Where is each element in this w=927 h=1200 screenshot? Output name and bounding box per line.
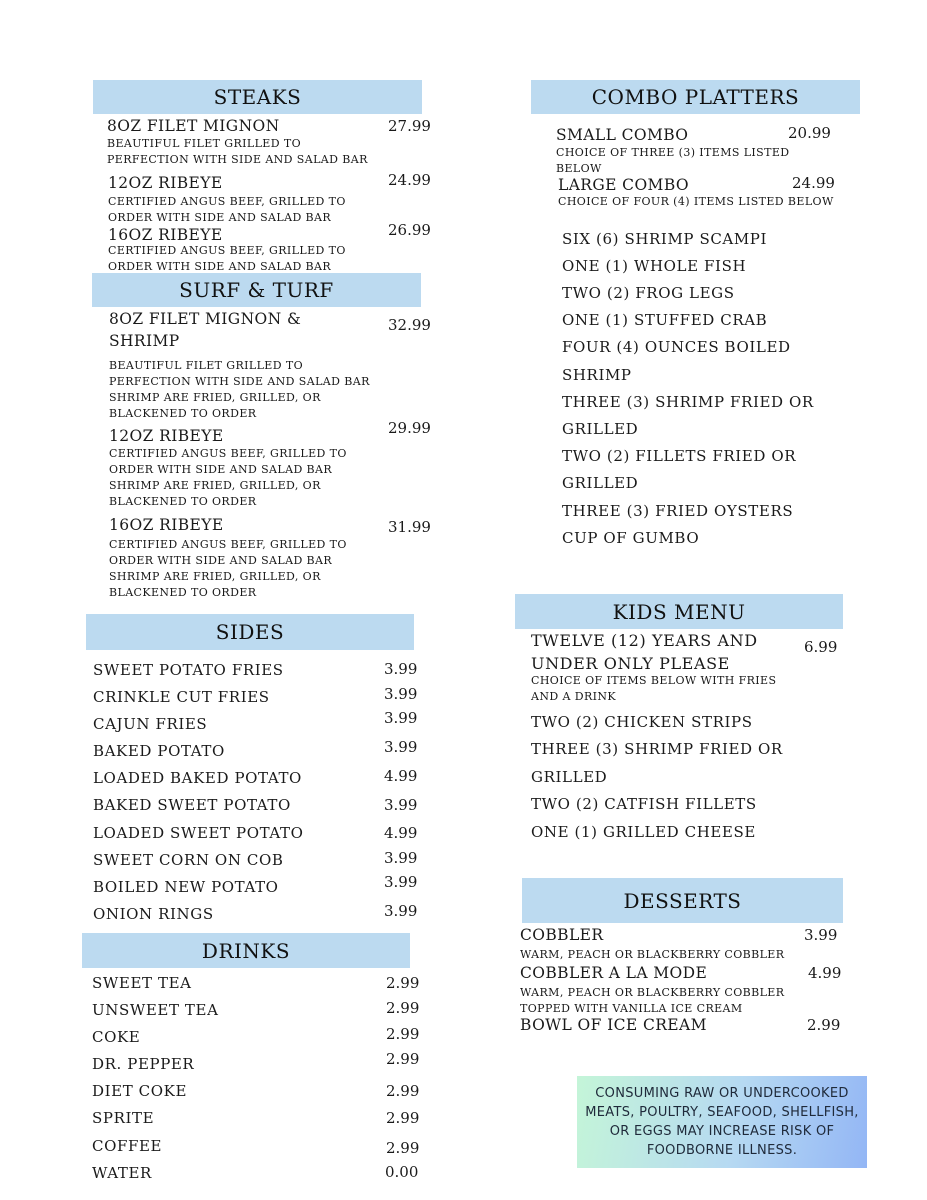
menu-item-desc: BLACKENED TO ORDER [109, 495, 257, 508]
kids-title: KIDS MENU [612, 599, 746, 624]
list-item: BAKED SWEET POTATO [93, 796, 291, 814]
menu-item-desc: ORDER WITH SIDE AND SALAD BAR [108, 211, 332, 224]
menu-item-desc: PERFECTION WITH SIDE AND SALAD BAR [109, 375, 370, 388]
list-item: GRILLED [531, 768, 608, 786]
menu-item-name: SMALL COMBO [556, 126, 689, 144]
list-item: LOADED SWEET POTATO [93, 824, 304, 842]
menu-item-desc: ORDER WITH SIDE AND SALAD BAR [109, 554, 333, 567]
list-item: THREE (3) SHRIMP FRIED OR [531, 740, 783, 758]
list-item-price: 3.99 [384, 660, 418, 678]
list-item: COKE [92, 1028, 141, 1046]
combo-title: COMBO PLATTERS [591, 85, 800, 109]
list-item: TWO (2) FILLETS FRIED OR [562, 447, 797, 465]
menu-item-desc: BLACKENED TO ORDER [109, 586, 257, 599]
menu-item-price: 3.99 [804, 926, 838, 944]
list-item-price: 2.99 [386, 1139, 420, 1157]
warning-line: OR EGGS MAY INCREASE RISK OF [609, 1124, 835, 1139]
list-item: TWO (2) FROG LEGS [562, 284, 735, 302]
menu-item-name: TWELVE (12) YEARS AND [531, 631, 758, 650]
warning-line: CONSUMING RAW OR UNDERCOOKED [595, 1086, 849, 1101]
list-item: THREE (3) FRIED OYSTERS [562, 502, 794, 520]
list-item: SWEET POTATO FRIES [93, 661, 284, 679]
sides-header [86, 614, 414, 650]
menu-item-name: LARGE COMBO [558, 176, 690, 194]
menu-item-desc: WARM, PEACH OR BLACKBERRY COBBLER [520, 986, 785, 999]
menu-item-desc: PERFECTION WITH SIDE AND SALAD BAR [107, 153, 368, 166]
menu-item-price: 2.99 [807, 1016, 841, 1034]
menu-item-desc: CERTIFIED ANGUS BEEF, GRILLED TO [109, 538, 347, 551]
list-item: SPRITE [92, 1109, 155, 1127]
menu-item-name: COBBLER [520, 926, 604, 944]
menu-item-price: 32.99 [388, 316, 431, 334]
list-item: TWO (2) CHICKEN STRIPS [531, 713, 753, 731]
menu-item-desc: CHOICE OF ITEMS BELOW WITH FRIES [531, 674, 777, 687]
menu-item-desc: SHRIMP ARE FRIED, GRILLED, OR [109, 391, 321, 404]
menu-item-name: 12OZ RIBEYE [108, 174, 223, 192]
menu-item-price: 24.99 [792, 174, 835, 192]
list-item: WATER [92, 1164, 152, 1182]
menu-item-name: UNDER ONLY PLEASE [531, 654, 730, 673]
menu-item-desc: CHOICE OF THREE (3) ITEMS LISTED [556, 146, 790, 159]
menu-item-price: 31.99 [388, 518, 431, 536]
list-item: SWEET TEA [92, 974, 192, 992]
menu-item-desc: BEAUTIFUL FILET GRILLED TO [107, 137, 301, 150]
steaks-header [93, 80, 422, 114]
list-item: LOADED BAKED POTATO [93, 769, 302, 787]
list-item: ONE (1) STUFFED CRAB [562, 311, 768, 329]
list-item: DIET COKE [92, 1082, 188, 1100]
list-item-price: 4.99 [384, 767, 418, 785]
list-item: TWO (2) CATFISH FILLETS [531, 795, 757, 813]
menu-item-desc: TOPPED WITH VANILLA ICE CREAM [520, 1002, 743, 1015]
menu-item-price: 4.99 [808, 964, 842, 982]
list-item: BAKED POTATO [93, 742, 225, 760]
list-item-price: 2.99 [386, 974, 420, 992]
list-item-price: 3.99 [384, 738, 418, 756]
list-item: ONE (1) WHOLE FISH [562, 257, 747, 275]
list-item-price: 2.99 [386, 1109, 420, 1127]
list-item-price: 3.99 [384, 849, 418, 867]
list-item: CAJUN FRIES [93, 715, 208, 733]
list-item: CUP OF GUMBO [562, 529, 700, 547]
menu-item-name: SHRIMP [109, 332, 180, 350]
kids-header [515, 594, 843, 629]
list-item-price: 2.99 [386, 1050, 420, 1068]
menu-item-desc: AND A DRINK [531, 690, 617, 703]
list-item: ONE (1) GRILLED CHEESE [531, 823, 756, 841]
menu-item-desc: CERTIFIED ANGUS BEEF, GRILLED TO [109, 447, 347, 460]
menu-item-price: 27.99 [388, 117, 431, 135]
list-item-price: 3.99 [384, 873, 418, 891]
menu-item-desc: CERTIFIED ANGUS BEEF, GRILLED TO [108, 244, 346, 257]
list-item: ONION RINGS [93, 905, 214, 923]
list-item: FOUR (4) OUNCES BOILED [562, 338, 791, 356]
list-item: GRILLED [562, 474, 639, 492]
menu-item-desc: ORDER WITH SIDE AND SALAD BAR [109, 463, 333, 476]
menu-item-desc: SHRIMP ARE FRIED, GRILLED, OR [109, 479, 321, 492]
menu-item-name: BOWL OF ICE CREAM [520, 1016, 707, 1034]
menu-item-name: 8OZ FILET MIGNON & [109, 310, 302, 328]
list-item: DR. PEPPER [92, 1055, 195, 1073]
list-item-price: 2.99 [386, 999, 420, 1017]
list-item-price: 3.99 [384, 685, 418, 703]
list-item-price: 3.99 [384, 796, 418, 814]
menu-item-desc: ORDER WITH SIDE AND SALAD BAR [108, 260, 332, 273]
list-item: UNSWEET TEA [92, 1001, 219, 1019]
list-item: COFFEE [92, 1137, 163, 1155]
combo-header [531, 80, 860, 114]
desserts-header [522, 878, 843, 923]
menu-item-desc: BELOW [556, 162, 602, 175]
list-item: SHRIMP [562, 366, 632, 384]
menu-item-price: 6.99 [804, 638, 838, 656]
surf-turf-header [92, 273, 421, 307]
menu-item-desc: SHRIMP ARE FRIED, GRILLED, OR [109, 570, 321, 583]
desserts-title: DESSERTS [623, 888, 742, 913]
steaks-title: STEAKS [213, 85, 302, 109]
sides-title: SIDES [215, 620, 285, 644]
menu-item-desc: WARM, PEACH OR BLACKBERRY COBBLER [520, 948, 785, 961]
surf-turf-title: SURF & TURF [179, 278, 334, 302]
list-item-price: 4.99 [384, 824, 418, 842]
list-item: THREE (3) SHRIMP FRIED OR [562, 393, 814, 411]
menu-item-price: 24.99 [388, 171, 431, 189]
list-item-price: 0.00 [385, 1163, 419, 1181]
list-item: SWEET CORN ON COB [93, 851, 284, 869]
menu-item-price: 29.99 [388, 419, 431, 437]
drinks-header [82, 933, 410, 968]
menu-item-desc: BLACKENED TO ORDER [109, 407, 257, 420]
menu-item-desc: BEAUTIFUL FILET GRILLED TO [109, 359, 303, 372]
list-item-price: 2.99 [386, 1082, 420, 1100]
drinks-title: DRINKS [201, 938, 291, 963]
list-item: GRILLED [562, 420, 639, 438]
food-safety-warning [577, 1076, 867, 1168]
menu-item-price: 26.99 [388, 221, 431, 239]
list-item: CRINKLE CUT FRIES [93, 688, 270, 706]
list-item: SIX (6) SHRIMP SCAMPI [562, 230, 768, 248]
menu-item-name: 12OZ RIBEYE [109, 427, 224, 445]
menu-item-name: 16OZ RIBEYE [108, 226, 223, 244]
list-item-price: 2.99 [386, 1025, 420, 1043]
warning-line: FOODBORNE ILLNESS. [646, 1143, 798, 1158]
warning-line: MEATS, POULTRY, SEAFOOD, SHELLFISH, [585, 1105, 859, 1120]
list-item-price: 3.99 [384, 709, 418, 727]
menu-item-price: 20.99 [788, 124, 831, 142]
menu-item-desc: CERTIFIED ANGUS BEEF, GRILLED TO [108, 195, 346, 208]
menu-item-name: COBBLER A LA MODE [520, 964, 708, 982]
menu-item-name: 8OZ FILET MIGNON [107, 117, 280, 135]
menu-item-name: 16OZ RIBEYE [109, 516, 224, 534]
list-item: BOILED NEW POTATO [93, 878, 279, 896]
list-item-price: 3.99 [384, 902, 418, 920]
menu-item-desc: CHOICE OF FOUR (4) ITEMS LISTED BELOW [558, 195, 834, 208]
